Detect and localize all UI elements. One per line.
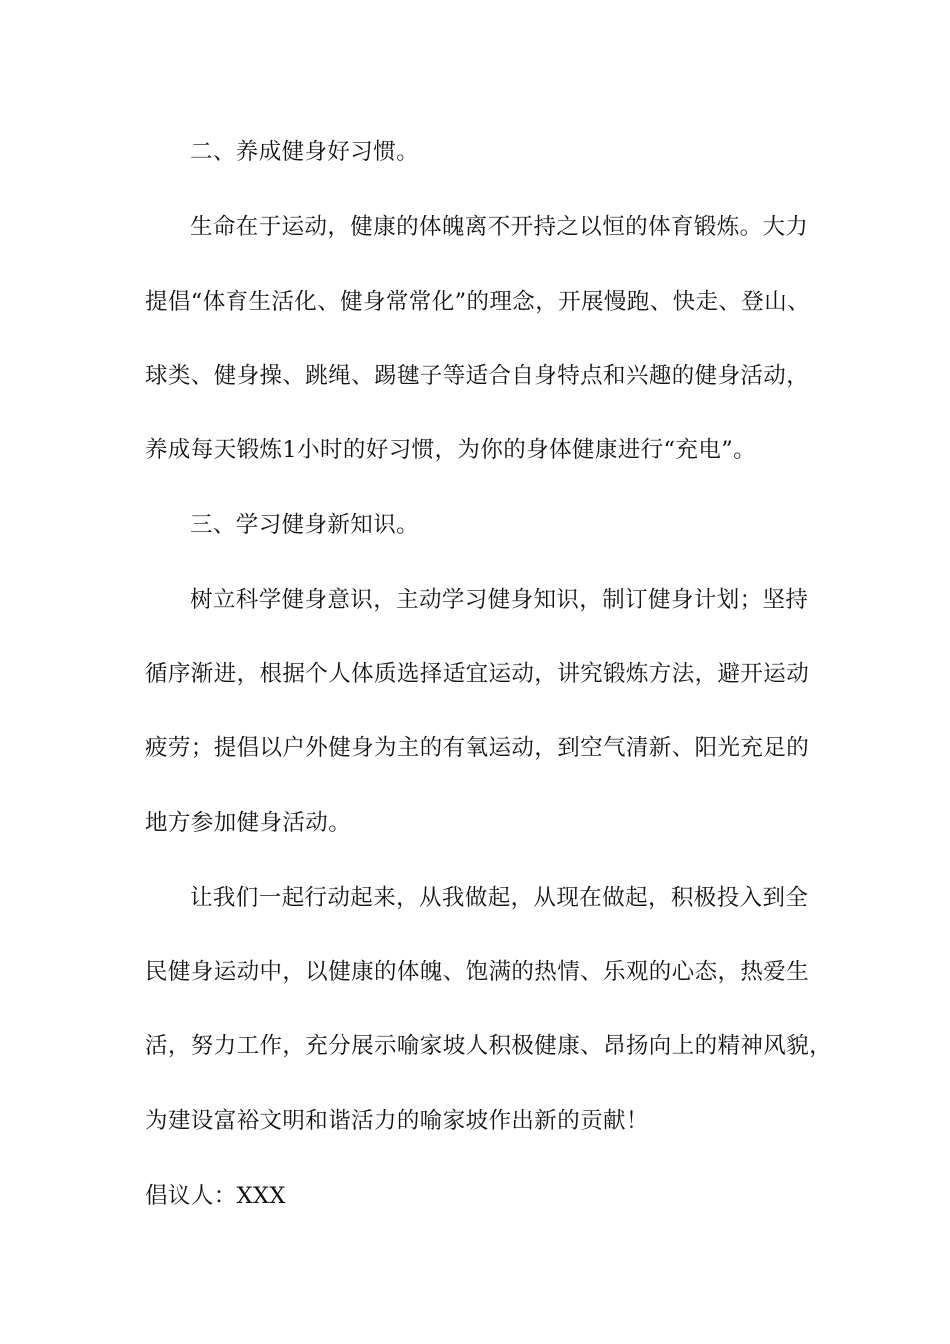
paragraph-line: 为建设富裕文明和谐活力的喻家坡作出新的贡献！ bbox=[145, 1108, 649, 1134]
paragraph-line: 活，努力工作，充分展示喻家坡人积极健康、昂扬向上的精神风貌， bbox=[145, 1033, 833, 1059]
paragraph-line: 球类、健身操、跳绳、踢毽子等适合自身特点和兴趣的健身活动， bbox=[145, 363, 810, 389]
initiator-signature: 倡议人：XXX bbox=[145, 1183, 286, 1209]
paragraph-line: 地方参加健身活动。 bbox=[145, 810, 352, 836]
paragraph-line: 循序渐进，根据个人体质选择适宜运动，讲究锻炼方法，避开运动 bbox=[145, 661, 810, 687]
paragraph-line: 疲劳；提倡以户外健身为主的有氧运动，到空气清新、阳光充足的 bbox=[145, 735, 810, 761]
paragraph-line: 民健身运动中，以健康的体魄、饱满的热情、乐观的心态，热爱生 bbox=[145, 959, 810, 985]
section-heading-2: 二、养成健身好习惯。 bbox=[190, 139, 420, 165]
paragraph-line: 提倡“体育生活化、健身常常化”的理念，开展慢跑、快走、登山、 bbox=[145, 289, 811, 315]
paragraph-line: 让我们一起行动起来，从我做起，从现在做起，积极投入到全 bbox=[190, 885, 809, 911]
paragraph-line: 生命在于运动，健康的体魄离不开持之以恒的体育锻炼。大力 bbox=[190, 214, 809, 240]
section-heading-3: 三、学习健身新知识。 bbox=[190, 512, 420, 538]
paragraph-line: 养成每天锻炼1小时的好习惯，为你的身体健康进行“充电”。 bbox=[145, 437, 757, 463]
paragraph-line: 树立科学健身意识，主动学习健身知识，制订健身计划；坚持 bbox=[190, 587, 809, 613]
